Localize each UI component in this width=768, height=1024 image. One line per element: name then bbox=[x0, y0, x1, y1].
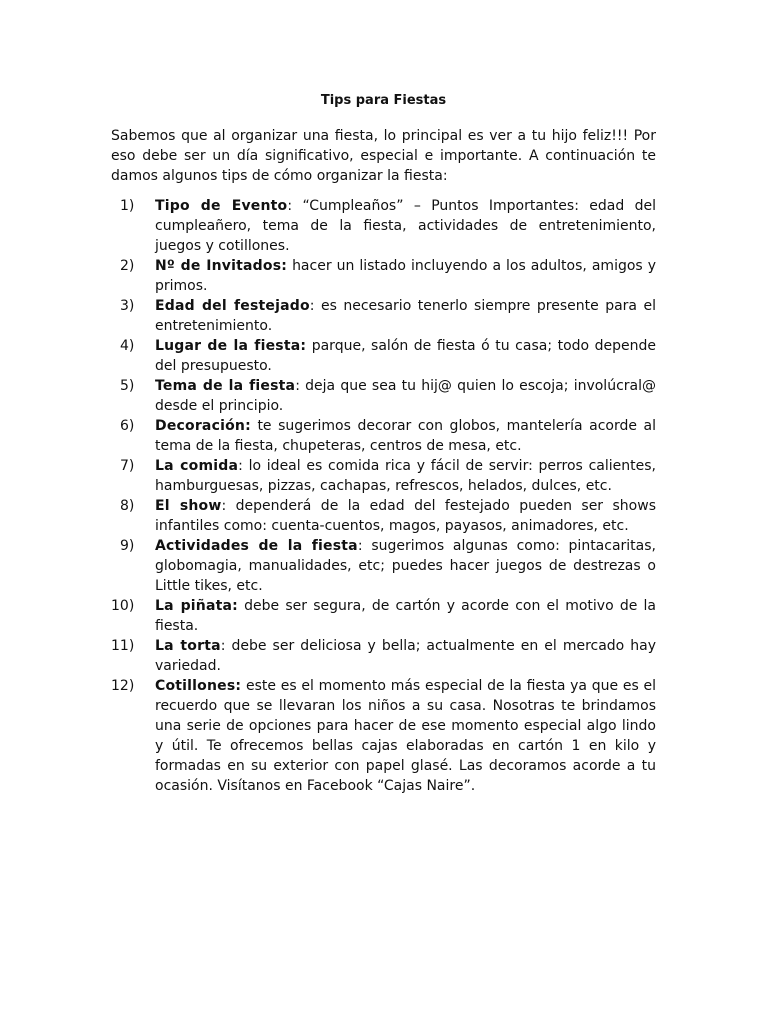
list-item bbox=[111, 336, 656, 376]
list-item-separator: : bbox=[238, 458, 249, 474]
list-item-separator: : bbox=[309, 298, 321, 314]
list-item-separator: : bbox=[287, 198, 303, 214]
document-title: Tips para Fiestas bbox=[320, 93, 447, 108]
list-item-number: 4) bbox=[120, 338, 135, 354]
list-item-label: Decoración: bbox=[155, 418, 251, 434]
list-item-label: El show bbox=[155, 498, 222, 514]
list-item bbox=[111, 676, 656, 796]
list-item-label: Cotillones: bbox=[155, 678, 242, 694]
list-item bbox=[111, 596, 656, 636]
list-item-text: debe ser segura, de cartón y acorde con el motivo de la fiesta. bbox=[155, 598, 657, 634]
list-item bbox=[111, 196, 656, 256]
list-item-number: 3) bbox=[120, 298, 135, 314]
list-item-text: es necesario tenerlo siempre presente para el entretenimiento. bbox=[155, 298, 656, 334]
list-item-text: debe ser deliciosa y bella; actualmente en el mercado hay variedad. bbox=[155, 638, 656, 674]
list-item-text: te sugerimos decorar con globos, mantelería acorde al tema de la fiesta, chupeteras, centros de mesa, etc. bbox=[155, 418, 656, 454]
list-item-number: 9) bbox=[120, 538, 135, 554]
list-item-number: 11) bbox=[111, 638, 135, 654]
list-item-label: Tipo de Evento bbox=[155, 198, 288, 214]
list-item-text: parque, salón de fiesta ó tu casa; todo depende del presupuesto. bbox=[155, 338, 656, 374]
list-item-separator: : bbox=[221, 498, 236, 514]
list-item-label: Actividades de la fiesta bbox=[155, 538, 358, 554]
list-item bbox=[111, 496, 656, 536]
list-item-separator: : bbox=[220, 638, 232, 654]
list-item-number: 5) bbox=[120, 378, 135, 394]
list-item-label: La piñata: bbox=[155, 598, 238, 614]
list-item-label: Nº de Invitados: bbox=[155, 258, 288, 274]
intro-paragraph: Sabemos que al organizar una fiesta, lo principal es ver a tu hijo feliz!!! Por eso debe ser un día significativo, especial e importante. A continuación te damos algunos tips de cómo organizar la fiesta: bbox=[111, 128, 656, 184]
list-item bbox=[111, 256, 656, 296]
list-item-number: 8) bbox=[120, 498, 135, 514]
list-item-label: La torta bbox=[155, 638, 221, 654]
list-item bbox=[111, 416, 656, 456]
list-item-label: La comida bbox=[155, 458, 239, 474]
list-item-text: hacer un listado incluyendo a los adultos, amigos y primos. bbox=[155, 258, 657, 294]
list-item-number: 12) bbox=[111, 678, 135, 694]
list-item-number: 6) bbox=[120, 418, 135, 434]
list-item bbox=[111, 536, 656, 596]
list-item-number: 7) bbox=[120, 458, 135, 474]
list-item-text: dependerá de la edad del festejado pueden ser shows infantiles como: cuenta-cuentos, magos, payasos, animadores, etc. bbox=[155, 498, 656, 534]
list-item-text: sugerimos algunas como: pintacaritas, globomagia, manualidades, etc; puedes hacer juegos de destrezas o Little tikes, etc. bbox=[155, 538, 656, 594]
list-item-separator: : bbox=[295, 378, 306, 394]
list-item-text: lo ideal es comida rica y fácil de servir: perros calientes, hamburguesas, pizzas, cachapas, refrescos, helados, dulces, etc. bbox=[155, 458, 656, 494]
list-item-number: 10) bbox=[111, 598, 135, 614]
list-item bbox=[111, 376, 656, 416]
list-item-text: deja que sea tu hij@ quien lo escoja; involúcral@ desde el principio. bbox=[155, 378, 656, 414]
list-item-label: Edad del festejado bbox=[155, 298, 310, 314]
list-item-separator: : bbox=[357, 538, 372, 554]
list-item bbox=[111, 636, 656, 676]
list-item bbox=[111, 456, 656, 496]
list-item-label: Tema de la fiesta bbox=[155, 378, 296, 394]
list-item-label: Lugar de la fiesta: bbox=[155, 338, 307, 354]
list-item-text: “Cumpleaños” – Puntos Importantes: edad del cumpleañero, tema de la fiesta, actividades de entretenimiento, juegos y cotillones. bbox=[155, 198, 657, 254]
tips-list bbox=[111, 196, 656, 796]
list-item-number: 1) bbox=[120, 198, 135, 214]
list-item-text: este es el momento más especial de la fiesta ya que es el recuerdo que se llevaran los niños a su casa. Nosotras te brindamos una serie de opciones para hacer de ese momento especial algo lindo y útil. Te ofrecemos bellas cajas elaboradas en cartón 1 en kilo y formadas en su exterior con papel glasé. Las decoramos acorde a tu ocasión. Visítanos en Facebook “Cajas Naire”. bbox=[155, 678, 657, 794]
list-item-number: 2) bbox=[120, 258, 135, 274]
list-item bbox=[111, 296, 656, 336]
